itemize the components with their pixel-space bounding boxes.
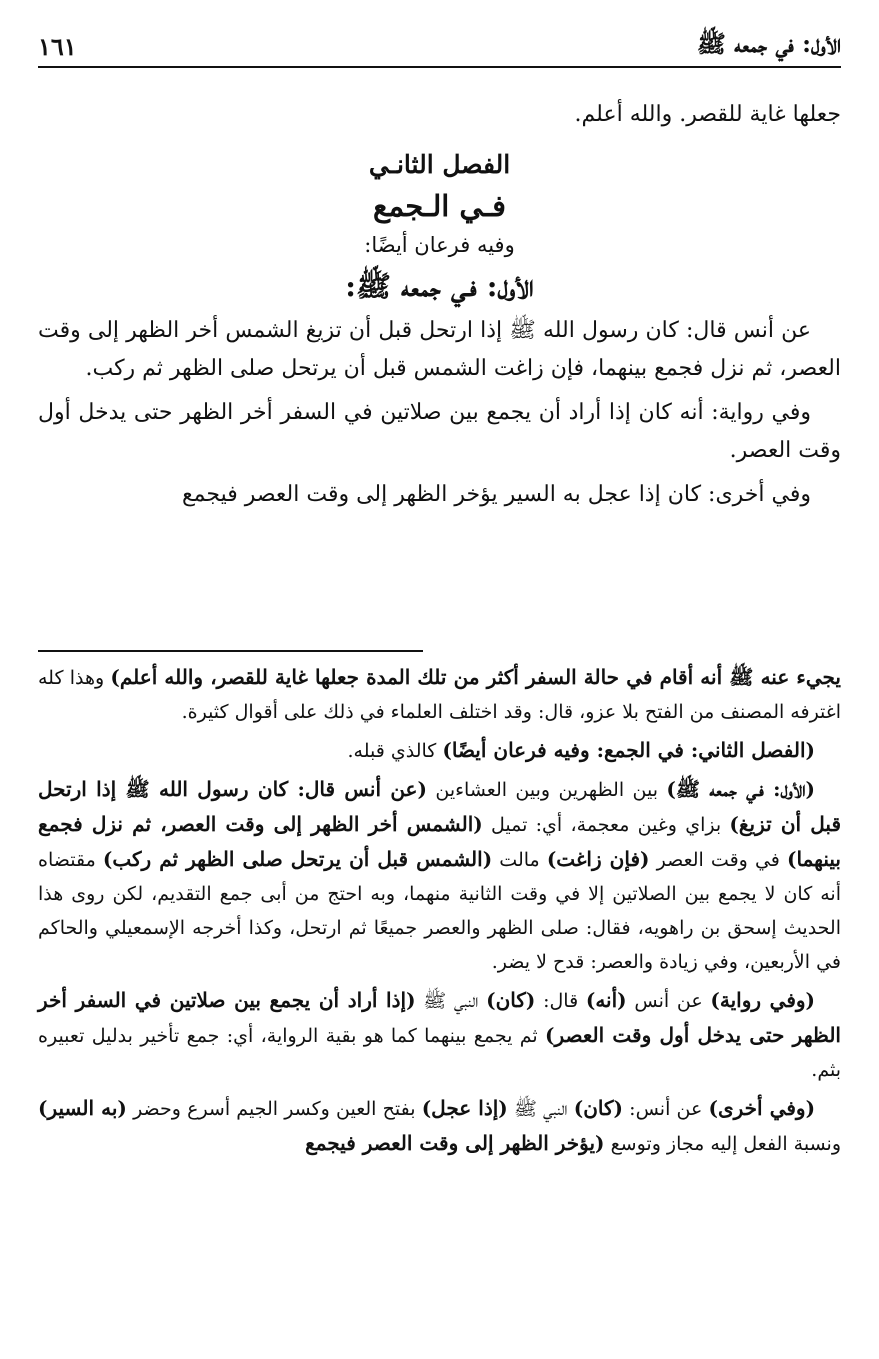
commentary-5-text-b: عن أنس: (629, 1098, 703, 1120)
commentary-paragraph-3 (38, 772, 841, 979)
commentary-5-quote-g: (به السير) (38, 1096, 127, 1120)
commentary-5-text-d: النبي ﷺ (513, 1098, 568, 1120)
commentary-paragraph-5 (38, 1091, 841, 1161)
commentary-5-text-f: بفتح العين وكسر الجيم أسرع وحضر (133, 1098, 416, 1120)
commentary-5-text-h: ونسبة الفعل إليه مجاز وتوسع (610, 1133, 841, 1155)
running-title: الأول: في جمعه ﷺ (696, 28, 841, 58)
main-text (38, 96, 841, 520)
commentary-3-quote-a: (الأول: فـي جمعه ﷺ) (666, 777, 816, 801)
commentary-3-text-j: مقتضاه أنه كان لا يجمع بين الصلاتين إلا في وقت الثانية منهما، وبه احتج من أبى جمع التقديم، لكن روى هذا الحديث إسحق بن راهويه، فقال: صلى الظهر والعصر جميعًا ثم ارتحل، وكذا أخرجه الإسمعيلي والحاكم في الأربعين، وفي زيادة والعصر: قدح لا يضر. (38, 849, 842, 973)
commentary-3-text-f: في وقت العصر (656, 849, 780, 871)
commentary-4-quote-g: (إذا أراد أن يجمع بين صلاتين في السفر أخر الظهر حتى يدخل أول وقت العصر) (38, 988, 841, 1047)
commentary-4-text-f: النبي ﷺ (423, 990, 479, 1012)
running-header (38, 26, 841, 68)
subsection-heading: الأول: فـي جمعه ﷺ: (345, 269, 534, 303)
commentary-paragraph-4 (38, 983, 841, 1087)
commentary-4-quote-c: (أنه) (585, 988, 627, 1012)
commentary-5-quote-i: (يؤخر الظهر إلى وقت العصر فيجمع (305, 1131, 605, 1155)
commentary-4-text-b: عن أنس (634, 990, 703, 1012)
commentary-3-quote-i: (الشمس قبل أن يرتحل صلى الظهر ثم ركب) (102, 847, 493, 871)
commentary-1-text: وهذا كله اغترفه المصنف من الفتح بلا عزو، قال: وقد اختلف العلماء في ذلك على أقوال كثيرة. (38, 667, 841, 723)
section-note: وفيه فرعان أيضًا: (364, 233, 515, 257)
commentary-3-text-h: مالت (499, 849, 540, 871)
commentary-3-quote-e: (الشمس أخر الظهر إلى وقت العصر، ثم نزل فجمع بينهما) (38, 812, 841, 871)
commentary-3-text-b: بين الظهرين وبين العشاءين (435, 779, 658, 801)
commentary-block (38, 660, 841, 1165)
commentary-4-text-h: ثم يجمع بينهما كما هو بقية الرواية، أي: جمع تأخير بدليل تعبيره بثم. (38, 1025, 841, 1081)
commentary-2-bold: (الفصل الثاني: في الجمع: وفيه فرعان أيضًا) (442, 738, 815, 762)
commentary-5-quote-a: (وفي أخرى) (708, 1096, 816, 1120)
commentary-5-quote-c: (كان) (573, 1096, 623, 1120)
commentary-3-quote-c: (عن أنس قال: كان رسول الله ﷺ إذا ارتحل قبل أن تزيغ) (38, 777, 842, 836)
commentary-3-quote-g: (فإن زاغت) (546, 847, 650, 871)
hadith-paragraph-3: وفي أخرى: كان إذا عجل به السير يؤخر الظهر إلى وقت العصر فيجمع (181, 482, 811, 507)
hadith-paragraph-2: وفي رواية: أنه كان إذا أراد أن يجمع بين صلاتين في السفر أخر الظهر حتى يدخل أول وقت العصر. (38, 400, 841, 463)
page-number: ١٦١ (38, 31, 77, 61)
footnote-divider (38, 650, 423, 652)
hadith-paragraph-1: عن أنس قال: كان رسول الله ﷺ إذا ارتحل قبل أن تزيغ الشمس أخر الظهر إلى وقت العصر، ثم نزل فجمع بينهما، فإن زاغت الشمس قبل أن يرتحل صلى الظهر ثم ركب. (38, 318, 841, 381)
commentary-4-quote-e: (كان) (486, 988, 536, 1012)
commentary-paragraph-1 (38, 660, 841, 729)
section-subtitle: فـي الـجمع (373, 189, 506, 223)
commentary-5-quote-e: (إذا عجل) (421, 1096, 508, 1120)
section-title: الفصل الثانـي (368, 150, 511, 179)
commentary-2-text: كالذي قبله. (347, 740, 437, 762)
intro-line: جعلها غاية للقصر. والله أعلم. (574, 102, 841, 127)
commentary-paragraph-2 (38, 733, 841, 768)
commentary-4-quote-a: (وفي رواية) (710, 988, 816, 1012)
commentary-4-text-d: قال: (543, 990, 579, 1012)
commentary-1-bold: يجيء عنه ﷺ أنه أقام في حالة السفر أكثر من تلك المدة جعلها غاية للقصر، والله أعلم) (110, 665, 841, 689)
commentary-3-text-d: بزاي وغين معجمة، أي: تميل (491, 814, 722, 836)
